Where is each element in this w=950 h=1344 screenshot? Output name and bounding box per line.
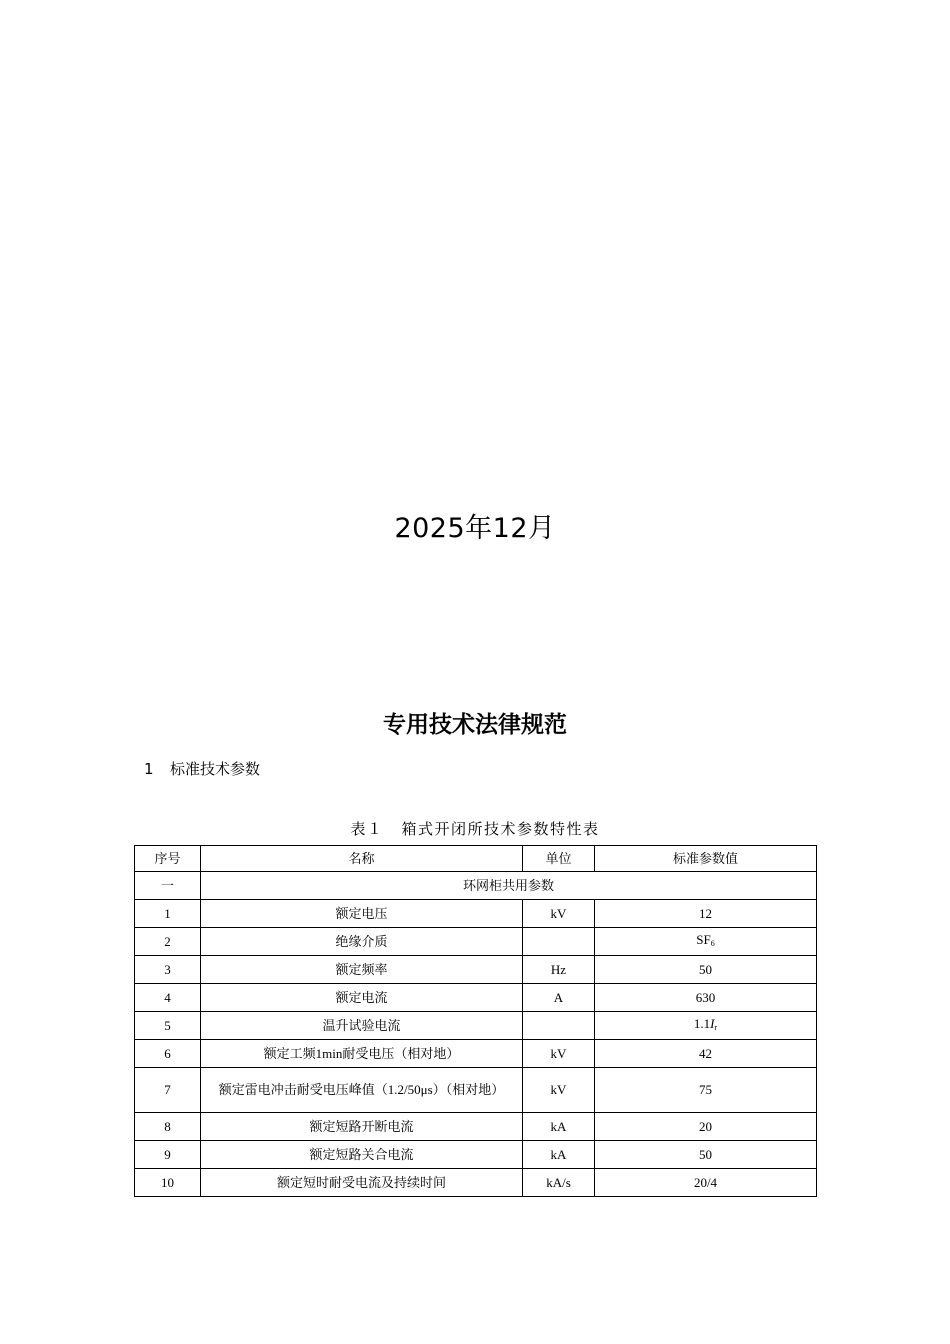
cell-number: 6 [135, 1040, 201, 1068]
cell-unit: kV [523, 1068, 595, 1113]
table-header-row [135, 846, 817, 872]
cell-value-text: 50 [699, 961, 712, 977]
table-row [135, 1141, 817, 1169]
table-row [135, 1169, 817, 1197]
cell-name: 额定短路开断电流 [201, 1113, 523, 1141]
cell-name: 额定频率 [201, 956, 523, 984]
cell-value-text: 50 [699, 1146, 712, 1162]
cell-value [595, 984, 817, 1012]
section-number: 1 [144, 760, 154, 778]
section-heading [144, 758, 260, 779]
table-row [135, 928, 817, 956]
cell-unit: kV [523, 1040, 595, 1068]
cell-number: 5 [135, 1012, 201, 1040]
cell-name: 温升试验电流 [201, 1012, 523, 1040]
header-cell-number: 序号 [135, 846, 201, 872]
cell-value-text: SF [696, 931, 711, 947]
parameter-table [134, 845, 817, 1197]
cell-value [595, 1040, 817, 1068]
table-caption [0, 818, 950, 839]
header-cell-unit: 单位 [523, 846, 595, 872]
cell-number: 3 [135, 956, 201, 984]
cell-name: 绝缘介质 [201, 928, 523, 956]
cell-name: 额定短路关合电流 [201, 1141, 523, 1169]
group-title: 环网柜共用参数 [201, 872, 817, 900]
table-row [135, 1012, 817, 1040]
cell-number: 2 [135, 928, 201, 956]
table-row [135, 900, 817, 928]
cell-name: 额定电流 [201, 984, 523, 1012]
cell-value-text: 12 [699, 905, 712, 921]
group-row [135, 872, 817, 900]
cell-unit [523, 1012, 595, 1040]
table-row [135, 956, 817, 984]
cell-unit: kA [523, 1141, 595, 1169]
table-row [135, 984, 817, 1012]
cell-unit: kA [523, 1113, 595, 1141]
table-row [135, 1113, 817, 1141]
cell-value [595, 900, 817, 928]
cell-name: 额定短时耐受电流及持续时间 [201, 1169, 523, 1197]
cell-value-subscript: r [714, 1022, 718, 1032]
cell-name: 额定工频1min耐受电压（相对地） [201, 1040, 523, 1068]
cell-unit: Hz [523, 956, 595, 984]
table-caption-label: 表１ [350, 820, 384, 838]
cell-number: 1 [135, 900, 201, 928]
table-row [135, 1040, 817, 1068]
cell-unit: A [523, 984, 595, 1012]
cell-value-subscript: 6 [710, 938, 715, 948]
cell-value [595, 1141, 817, 1169]
header-cell-value: 标准参数值 [595, 846, 817, 872]
cover-date: 2025年12月 [394, 513, 556, 544]
cell-value [595, 1068, 817, 1113]
cell-unit [523, 928, 595, 956]
cell-value [595, 956, 817, 984]
header-cell-name: 名称 [201, 846, 523, 872]
cell-value-text: 42 [699, 1045, 712, 1061]
cell-value-text: 20/4 [693, 1174, 718, 1190]
cell-value [595, 928, 817, 956]
cell-value [595, 1169, 817, 1197]
cell-number: 8 [135, 1113, 201, 1141]
table-row [135, 1068, 817, 1113]
group-number: 一 [135, 872, 201, 900]
cell-unit: kA/s [523, 1169, 595, 1197]
cell-value [595, 1012, 817, 1040]
document-title: 专用技术法律规范 [383, 712, 567, 738]
cell-number: 9 [135, 1141, 201, 1169]
cell-value-text: 630 [695, 989, 716, 1005]
cell-name: 额定雷电冲击耐受电压峰值（1.2/50μs）（相对地） [201, 1068, 523, 1113]
cell-name: 额定电压 [201, 900, 523, 928]
cell-number: 4 [135, 984, 201, 1012]
table-caption-title: 箱式开闭所技术参数特性表 [401, 820, 600, 838]
cell-value-symbol: I [710, 1015, 715, 1031]
cell-unit: kV [523, 900, 595, 928]
cell-value-text: 75 [699, 1082, 712, 1097]
section-title: 标准技术参数 [170, 760, 261, 778]
cell-number: 10 [135, 1169, 201, 1197]
cell-value-text: 20 [699, 1118, 712, 1134]
cell-value [595, 1113, 817, 1141]
cell-number: 7 [135, 1068, 201, 1113]
cell-value-text: 1.1 [693, 1015, 711, 1031]
